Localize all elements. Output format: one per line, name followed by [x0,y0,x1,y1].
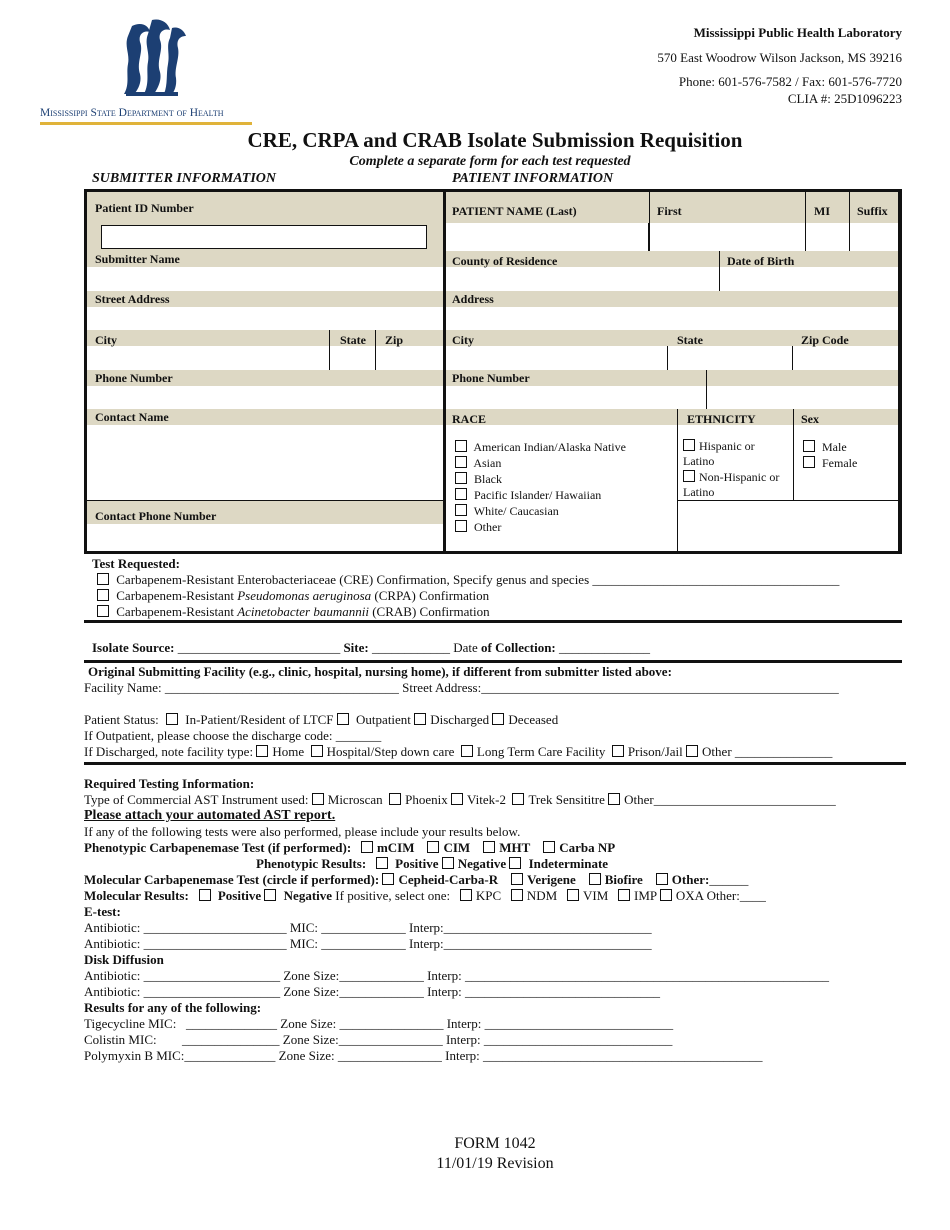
patient-mi-label: MI [814,204,830,218]
phone-label-cell [87,370,443,386]
divider-line [84,660,902,663]
sex-options [803,439,857,471]
disk-zone-input[interactable]: _____________ [339,984,424,999]
gene-option-label: OXA Other: [675,888,740,903]
phone-input[interactable] [87,386,443,410]
county-label: County of Residence [452,254,558,268]
race-option-label: White/ Caucasian [473,504,559,518]
checkbox[interactable] [382,873,394,885]
lab-info [657,24,902,107]
patient-id-label: Patient ID Number [95,201,194,215]
required-heading: Required Testing Information: [84,776,255,791]
msdh-logo-icon [40,18,255,98]
molec-result-label: Negative [283,888,333,903]
patient-first-label: First [657,204,682,218]
disk-antibiotic-label: Antibiotic: [84,984,141,999]
patient-first-input[interactable] [649,192,806,251]
pheno-option-label: Carba NP [559,840,616,855]
gene-option-label: NDM [526,888,558,903]
checkbox[interactable] [312,793,324,805]
checkbox[interactable] [455,520,467,532]
patient-phone-input[interactable] [446,386,898,410]
page-title: CRE, CRPA and CRAB Isolate Submission Requisition [247,128,743,152]
facility-type-label: Long Term Care Facility [476,744,606,759]
patient-state-label: State [677,333,703,347]
state-label: State [340,333,366,347]
pheno-results-label: Phenotypic Results [256,856,362,871]
etest-interp-label: Interp: [409,920,444,935]
disk-zone-label: Zone Size: [283,984,340,999]
checkbox[interactable] [612,745,624,757]
pheno-result-label: Negative [457,856,507,871]
checkbox[interactable] [543,841,555,853]
results-any-mic-input[interactable]: ______________ [186,1016,277,1031]
checkbox[interactable] [427,841,439,853]
patient-city-label: City [452,333,474,347]
race-option-label: Asian [473,456,502,470]
lab-address: 570 East Woodrow Wilson Jackson, MS 39216 [657,50,902,65]
race-option[interactable] [455,455,626,471]
checkbox[interactable] [618,889,630,901]
attach-report-note: Please attach your automated AST report. [84,808,336,823]
ast-option-label: Other [624,792,654,807]
patient-state-input[interactable] [668,346,793,370]
page-subtitle: Complete a separate form for each test requested [349,154,631,169]
race-label: RACE [452,412,487,426]
pheno-results-row: Phenotypic Results: Positive Negative Indeterminate [256,856,609,871]
checkbox[interactable] [389,793,401,805]
checkbox[interactable] [803,456,815,468]
facility-name-label: Facility Name: [84,680,162,695]
patient-last-input[interactable] [446,223,649,251]
patient-phone-label-cell [446,370,898,386]
pheno-label: Phenotypic Carbapenemase Test (if performed): [84,840,352,855]
contact-phone-label: Contact Phone Number [95,509,217,523]
checkbox[interactable] [511,889,523,901]
patient-section-title: PATIENT INFORMATION [452,171,614,186]
results-any-row [84,1032,836,1048]
checkbox[interactable] [492,713,504,725]
results-any-interp-input[interactable]: _____________________________ [484,1016,674,1031]
pheno-result-label: Indeterminate [528,856,609,871]
race-option-label: Other [474,520,502,534]
molec-label: Molecular Carbapenemase Test (circle if performed): [84,872,380,887]
results-any-zone-input[interactable]: ________________ [338,1032,443,1047]
etest-antibiotic-label: Antibiotic: [84,936,141,951]
form-revision: 11/01/19 Revision [436,1155,554,1172]
test-option-crab[interactable] [97,604,839,620]
required-section [84,776,836,1064]
checkbox[interactable] [455,440,467,452]
sex-col-divider [793,409,794,500]
results-any-interp-input[interactable]: ___________________________________________ [483,1048,763,1063]
ethnicity-label: ETHNICITY [687,412,756,426]
molec-option-label: Verigene [527,872,576,887]
pheno-option-label: mCIM [376,840,415,855]
molec-result-label: Positive [217,888,262,903]
msdh-logo [40,18,255,122]
checkbox[interactable] [97,589,109,601]
gene-option-label: IMP [634,888,657,903]
org-name: Mississippi State Department of Health [40,107,224,119]
lab-phone: Phone: 601-576-7582 / Fax: 601-576-7720 [678,74,902,89]
pheno-option-label: MHT [499,840,531,855]
checkbox[interactable] [460,889,472,901]
results-any-row [84,1048,836,1064]
disk-interp-label: Interp: [427,968,462,983]
discharged-label: If Discharged, note facility type: [84,744,254,759]
contact-name-label-cell [87,409,443,425]
results-any-heading: Results for any of the following: [84,1000,262,1015]
ethnicity-option-hispanic[interactable] [683,439,791,454]
address-label: Address [452,292,494,306]
ethnicity-non-hispanic-label: Non-Hispanic or [699,470,780,484]
test-crpa-pre: Carbapenem-Resistant [116,588,234,603]
test-crab-organism: Acinetobacter baumannii [237,604,369,619]
city-input[interactable] [87,346,329,370]
test-crab-post: (CRAB) Confirmation [372,604,490,619]
test-cre-blank[interactable]: ______________________________________ [592,572,840,587]
ethnicity-hispanic-label-2: Latino [683,454,715,468]
results-any-zone-input[interactable]: ________________ [337,1048,442,1063]
site-input[interactable]: ____________ [371,640,450,655]
address-input[interactable] [446,307,898,330]
state-input[interactable] [329,330,376,370]
checkbox[interactable] [337,713,349,725]
outpatient-label: If Outpatient, please choose the discharge code: [84,728,333,743]
oxa-other-input[interactable]: ____ [739,888,766,903]
checkbox[interactable] [376,857,388,869]
facility-street-label: Street Address: [402,680,482,695]
date-input[interactable]: ______________ [559,640,651,655]
molec-option-label: Other: [671,872,710,887]
gene-option-label: KPC [475,888,502,903]
isolate-row [92,640,650,656]
etest-interp-input[interactable]: ________________________________ [443,920,652,935]
submitter-name-label-cell [87,251,443,267]
disk-row [84,984,836,1000]
ethnicity-non-hispanic-label-2: Latino [683,485,715,499]
patient-phone-divider [706,370,707,410]
disk-heading: Disk Diffusion [84,952,164,967]
divider-line [84,620,902,623]
checkbox[interactable] [660,889,672,901]
sex-option[interactable] [803,455,857,471]
facility-name-input[interactable]: ____________________________________ [164,680,399,695]
dob-input[interactable] [719,251,898,291]
ast-row [84,792,836,808]
outpatient-code-input[interactable]: _______ [335,728,382,743]
outpatient-row [84,728,832,744]
divider-line [84,762,906,765]
site-label: Site: [343,640,369,655]
patient-city-input[interactable] [446,346,668,370]
etest-interp-input[interactable]: ________________________________ [443,936,652,951]
checkbox[interactable] [589,873,601,885]
results-any-zone-label: Zone Size: [278,1048,335,1063]
ethnicity-col-divider [677,409,678,554]
isolate-source-input[interactable]: _________________________ [177,640,341,655]
checkbox[interactable] [166,713,178,725]
patient-suffix-label: Suffix [857,204,888,218]
molec-row [84,872,836,888]
ast-option-label: Trek Sensititre [528,792,605,807]
results-any-mic-input[interactable]: _______________ [182,1032,280,1047]
results-any-interp-label: Interp: [445,1048,480,1063]
logo-underline [40,122,252,125]
patient-last-label: PATIENT NAME (Last) [452,204,577,218]
checkbox[interactable] [97,605,109,617]
checkbox[interactable] [311,745,323,757]
status-option-label: In-Patient/Resident of LTCF [185,712,334,727]
facility-heading: Original Submitting Facility (e.g., clinic, hospital, nursing home), if different from submitter listed above: [88,664,672,679]
isolate-source-label: Isolate Source: [92,640,175,655]
contact-phone-input[interactable] [87,524,443,554]
county-input[interactable] [446,267,719,291]
disk-antibiotic-input[interactable]: _____________________ [143,968,281,983]
submitter-section-title: SUBMITTER INFORMATION [92,171,276,186]
patient-zip-label: Zip Code [801,333,849,347]
checkbox[interactable] [803,440,815,452]
test-option-cre[interactable] [97,572,839,588]
pheno-option-label: CIM [443,840,471,855]
facility-type-label: Home [272,744,305,759]
patient-suffix-input[interactable] [850,223,898,251]
etest-mic-label: MIC: [289,920,319,935]
results-any-label: Polymyxin B MIC: [84,1048,185,1063]
checkbox[interactable] [451,793,463,805]
facility-type-label: Hospital/Step down care [326,744,455,759]
test-crab-pre: Carbapenem-Resistant [116,604,234,619]
etest-heading: E-test: [84,904,121,919]
contact-phone-label-cell [87,500,443,524]
status-row [84,712,832,728]
disk-interp-input[interactable]: ______________________________ [464,984,660,999]
race-option-label: Black [474,472,502,486]
checkbox[interactable] [97,573,109,585]
status-section [84,712,832,760]
etest-interp-label: Interp: [409,936,444,951]
test-crpa-organism: Pseudomonas aeruginosa [237,588,372,603]
results-any-row [84,1016,836,1032]
status-option-label: Outpatient [356,712,411,727]
results-any-zone-label: Zone Size: [282,1032,339,1047]
facility-street-input[interactable]: _______________________________________________________ [481,680,839,695]
status-option-label: Discharged [430,712,490,727]
checkbox[interactable] [461,745,473,757]
date-pre: Date [453,640,478,655]
disk-interp-input[interactable]: ________________________________________________________ [464,968,829,983]
checkbox[interactable] [361,841,373,853]
other-facility-input[interactable]: _______________ [734,744,833,759]
pheno-row [84,840,836,856]
disk-antibiotic-label: Antibiotic: [84,968,141,983]
ethnicity-hispanic-label: Hispanic or [699,439,755,453]
checkbox[interactable] [686,745,698,757]
checkbox[interactable] [199,889,211,901]
demo-row-labels [446,409,898,425]
checkbox[interactable] [567,889,579,901]
disk-interp-label: Interp: [427,984,462,999]
form-number: FORM 1042 [454,1135,536,1152]
race-option[interactable] [455,503,626,519]
if-any-note: If any of the following tests were also performed, please include your results below. [84,824,521,839]
checkbox[interactable] [683,470,695,482]
patient-zip-input[interactable] [793,346,898,370]
etest-antibiotic-label: Antibiotic: [84,920,141,935]
ethnicity-options [683,439,791,500]
etest-antibiotic-input[interactable]: ______________________ [143,936,287,951]
info-table [84,189,902,554]
results-any-interp-label: Interp: [446,1016,482,1031]
if-positive-label: If positive, select one: [335,888,451,903]
race-option-label: Pacific Islander/ Hawaiian [474,488,602,502]
patient-id-label-cell [87,192,443,223]
molec-option-label: Biofire [604,872,643,887]
sex-option-label: Female [822,456,858,470]
status-option-label: Deceased [508,712,559,727]
results-any-label: Colistin MIC: [84,1032,157,1047]
ethnicity-option-non-hispanic[interactable] [683,470,791,485]
checkbox[interactable] [509,857,521,869]
ast-option-label: Phoenix [405,792,448,807]
test-crpa-post: (CRPA) Confirmation [374,588,490,603]
checkbox[interactable] [442,857,454,869]
results-any-zone-input[interactable]: ________________ [339,1016,444,1031]
tests-section [92,556,839,620]
facility-type-label: Other [702,744,732,759]
ast-option-label: Vitek-2 [467,792,506,807]
test-option-crpa[interactable] [97,588,839,604]
race-options [455,439,626,535]
lab-clia: CLIA #: 25D1096223 [787,91,902,106]
submitter-name-input[interactable] [87,267,443,291]
disk-antibiotic-input[interactable]: _____________________ [143,984,281,999]
etest-mic-input[interactable]: _____________ [321,936,406,951]
lab-name: Mississippi Public Health Laboratory [693,25,902,40]
checkbox[interactable] [608,793,620,805]
dob-label: Date of Birth [727,254,795,268]
test-cre-label: Carbapenem-Resistant Enterobacteriaceae (CRE) Confirmation, Specify genus and species [116,572,590,587]
race-option[interactable] [455,487,626,503]
checkbox[interactable] [455,456,467,468]
sex-label: Sex [801,412,819,426]
results-any-mic-input[interactable]: ______________ [184,1048,276,1063]
patient-mi-input[interactable] [806,192,850,251]
facility-type-label: Prison/Jail [627,744,683,759]
discharged-row [84,744,832,760]
disk-zone-label: Zone Size: [283,968,340,983]
zip-input[interactable] [376,346,443,370]
patient-phone-label: Phone Number [452,371,530,385]
street-label-cell [87,291,443,307]
checkbox[interactable] [414,713,426,725]
submitter-name-label: Submitter Name [95,252,180,266]
etest-row [84,920,836,936]
pheno-result-label: Positive [395,856,439,871]
ast-other-input[interactable]: ____________________________ [653,792,836,807]
facility-section [84,664,839,696]
race-option-label: American Indian/Alaska Native [473,440,626,454]
checkbox[interactable] [483,841,495,853]
checkbox[interactable] [511,873,523,885]
street-label: Street Address [95,292,170,306]
checkbox[interactable] [455,488,467,500]
results-any-interp-input[interactable]: _____________________________ [483,1032,673,1047]
molec-other-input[interactable]: ______ [709,872,749,887]
checkbox[interactable] [683,439,695,451]
etest-antibiotic-input[interactable]: ______________________ [143,920,287,935]
molec-results-row [84,888,836,904]
demo-lower-divider [677,500,898,501]
etest-row [84,936,836,952]
ast-label: Type of Commercial AST Instrument used: [84,792,309,807]
checkbox[interactable] [264,889,276,901]
race-option[interactable] [455,471,626,487]
results-any-zone-label: Zone Size: [280,1016,337,1031]
sex-option[interactable] [803,439,857,455]
date-label: of Collection: [481,640,556,655]
tests-heading: Test Requested: [92,556,180,571]
sex-option-label: Male [822,440,847,454]
results-any-interp-label: Interp: [445,1032,481,1047]
city-label: City [95,333,117,347]
molec-option-label: Cepheid-Carba-R [398,872,499,887]
checkbox[interactable] [256,745,268,757]
ast-option-label: Microscan [327,792,383,807]
contact-name-input[interactable] [87,425,443,499]
results-any-label: Tigecycline MIC: [84,1016,177,1031]
race-option[interactable] [455,519,626,535]
gene-option-label: VIM [582,888,609,903]
etest-mic-input[interactable]: _____________ [321,920,406,935]
checkbox[interactable] [512,793,524,805]
race-option[interactable] [455,439,626,455]
phone-label: Phone Number [95,371,173,385]
facility-row [84,680,839,696]
etest-mic-label: MIC: [289,936,319,951]
molec-results-label: Molecular Results: [84,888,189,903]
contact-name-label: Contact Name [95,410,169,424]
status-label: Patient Status: [84,712,159,727]
patient-id-input[interactable] [101,225,427,249]
street-input[interactable] [87,307,443,330]
checkbox[interactable] [455,472,467,484]
address-label-cell [446,291,898,307]
footer [0,1134,950,1174]
checkbox[interactable] [455,504,467,516]
checkbox[interactable] [656,873,668,885]
disk-zone-input[interactable]: _____________ [339,968,424,983]
disk-row [84,968,836,984]
zip-label: Zip [385,333,404,347]
